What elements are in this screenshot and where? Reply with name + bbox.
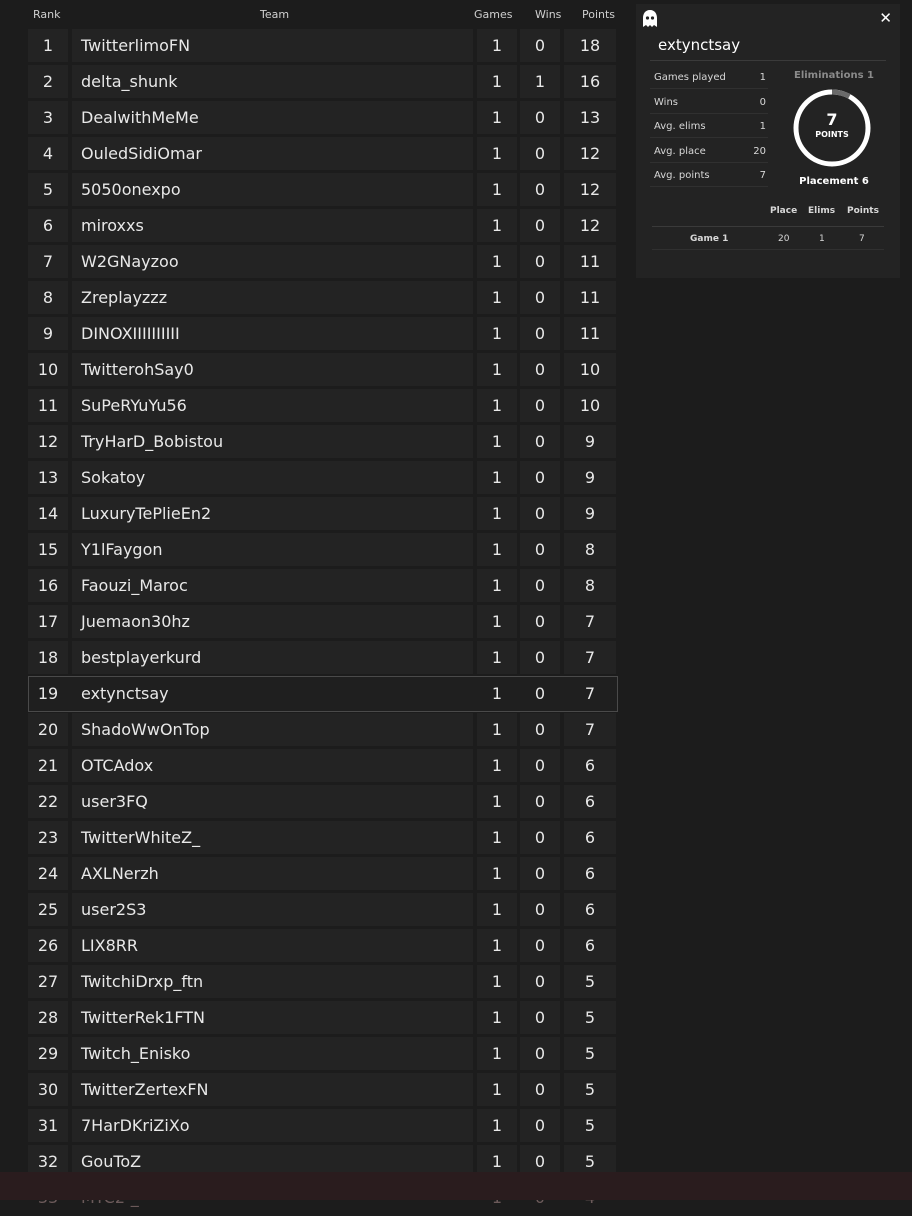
team-name: miroxxs <box>72 209 473 242</box>
ghost-logo-icon <box>640 9 660 29</box>
leaderboard-row[interactable] <box>28 316 618 352</box>
points-cell: 8 <box>564 569 616 602</box>
rank-cell: 23 <box>28 821 68 854</box>
rank-cell: 6 <box>28 209 68 242</box>
leaderboard-rows <box>28 28 618 1216</box>
placement-label: Placement 6 <box>799 176 869 187</box>
stat-label: Games played <box>654 72 726 83</box>
leaderboard-row[interactable] <box>28 1072 618 1108</box>
leaderboard-row[interactable] <box>28 784 618 820</box>
divider <box>650 113 768 114</box>
wins-cell: 0 <box>520 713 560 746</box>
leaderboard-row[interactable] <box>28 568 618 604</box>
rank-cell: 19 <box>37 684 59 703</box>
points-cell: 5 <box>564 965 616 998</box>
rank-cell: 4 <box>28 137 68 170</box>
wins-cell: 0 <box>520 137 560 170</box>
team-name: delta_shunk <box>72 65 473 98</box>
leaderboard-row[interactable] <box>28 28 618 64</box>
rank-cell: 8 <box>28 281 68 314</box>
points-cell: 7 <box>564 713 616 746</box>
team-name: TwitterZertexFN <box>72 1073 473 1106</box>
games-cell: 1 <box>477 1001 517 1034</box>
rank-header[interactable]: Rank <box>33 8 61 21</box>
points-cell: 6 <box>564 929 616 962</box>
leaderboard-row[interactable] <box>28 496 618 532</box>
wins-cell: 0 <box>520 173 560 206</box>
rank-cell: 27 <box>28 965 68 998</box>
game-elims: 1 <box>819 234 825 244</box>
rank-cell: 13 <box>28 461 68 494</box>
rank-cell: 2 <box>28 65 68 98</box>
stat-label: Wins <box>654 96 678 108</box>
points-cell: 8 <box>564 533 616 566</box>
stat-label: Avg. points <box>654 170 710 181</box>
points-cell: 11 <box>564 317 616 350</box>
leaderboard-row[interactable] <box>28 748 618 784</box>
team-name: TwitterRek1FTN <box>72 1001 473 1034</box>
games-cell: 1 <box>477 65 517 98</box>
wins-cell: 0 <box>520 281 560 314</box>
team-name: AXLNerzh <box>72 857 473 890</box>
divider <box>650 137 768 138</box>
wins-cell: 0 <box>520 389 560 422</box>
games-cell: 1 <box>477 1073 517 1106</box>
wins-cell: 0 <box>520 425 560 458</box>
games-cell: 1 <box>477 353 517 386</box>
bottom-overlay <box>0 1172 912 1200</box>
games-cell: 1 <box>477 749 517 782</box>
team-name: TwitterWhiteZ_ <box>72 821 473 854</box>
team-name: OuledSidiOmar <box>72 137 473 170</box>
leaderboard-row[interactable] <box>28 280 618 316</box>
games-cell: 1 <box>477 713 517 746</box>
wins-cell: 0 <box>520 1001 560 1034</box>
wins-cell: 0 <box>520 101 560 134</box>
points-cell: 5 <box>564 1109 616 1142</box>
leaderboard-row[interactable] <box>28 1000 618 1036</box>
wins-cell: 0 <box>520 317 560 350</box>
team-name: ShadoWwOnTop <box>72 713 473 746</box>
leaderboard-row[interactable] <box>28 352 618 388</box>
rank-cell: 7 <box>28 245 68 278</box>
rank-cell: 32 <box>28 1145 68 1178</box>
rank-cell: 5 <box>28 173 68 206</box>
games-cell: 1 <box>477 497 517 530</box>
games-cell: 1 <box>477 389 517 422</box>
leaderboard-row[interactable] <box>28 964 618 1000</box>
leaderboard-row[interactable] <box>28 640 618 676</box>
games-cell: 1 <box>477 1109 517 1142</box>
rank-cell: 20 <box>28 713 68 746</box>
divider <box>652 249 884 250</box>
rank-cell: 3 <box>28 101 68 134</box>
points-cell: 13 <box>564 101 616 134</box>
wins-cell: 0 <box>520 29 560 62</box>
games-cell: 1 <box>477 173 517 206</box>
place-header: Place <box>770 206 798 216</box>
game-place: 20 <box>778 234 790 244</box>
team-name: GouToZ <box>72 1145 473 1178</box>
games-cell: 1 <box>477 569 517 602</box>
points-cell: 12 <box>564 173 616 206</box>
team-name: SuPeRYuYu56 <box>72 389 473 422</box>
rank-cell: 1 <box>28 29 68 62</box>
stat-row <box>654 72 766 83</box>
points-label: POINTS <box>815 130 849 139</box>
wins-cell: 0 <box>520 785 560 818</box>
leaderboard-row[interactable] <box>28 208 618 244</box>
leaderboard-row[interactable] <box>28 100 618 136</box>
wins-cell: 1 <box>520 65 560 98</box>
player-name: extynctsay <box>658 36 741 54</box>
divider <box>650 60 886 61</box>
wins-cell: 0 <box>520 641 560 674</box>
games-cell: 1 <box>477 245 517 278</box>
leaderboard-row[interactable] <box>28 388 618 424</box>
leaderboard-row[interactable] <box>28 136 618 172</box>
game-points: 7 <box>859 234 865 244</box>
wins-cell: 0 <box>520 461 560 494</box>
points-cell: 11 <box>564 281 616 314</box>
rank-cell: 21 <box>28 749 68 782</box>
points-cell: 16 <box>564 65 616 98</box>
games-cell: 1 <box>477 29 517 62</box>
wins-cell: 0 <box>520 1073 560 1106</box>
leaderboard-row[interactable] <box>28 460 618 496</box>
games-cell: 1 <box>477 605 517 638</box>
team-name: bestplayerkurd <box>72 641 473 674</box>
team-name: Sokatoy <box>72 461 473 494</box>
points-cell: 6 <box>564 893 616 926</box>
points-cell: 7 <box>564 641 616 674</box>
points-cell: 9 <box>564 461 616 494</box>
leaderboard-row[interactable] <box>28 532 618 568</box>
points-cell: 12 <box>564 137 616 170</box>
leaderboard-row[interactable] <box>28 820 618 856</box>
rank-cell: 12 <box>28 425 68 458</box>
points-cell: 7 <box>564 605 616 638</box>
team-name: OTCAdox <box>72 749 473 782</box>
leaderboard-row[interactable] <box>28 424 618 460</box>
points-cell: 5 <box>564 1073 616 1106</box>
team-header[interactable]: Team <box>260 8 290 21</box>
games-cell: 1 <box>477 461 517 494</box>
rank-cell: 26 <box>28 929 68 962</box>
divider <box>652 226 884 227</box>
rank-cell: 14 <box>28 497 68 530</box>
rank-cell: 17 <box>28 605 68 638</box>
wins-cell: 0 <box>520 209 560 242</box>
team-name: Faouzi_Maroc <box>72 569 473 602</box>
games-cell: 1 <box>477 281 517 314</box>
elims-header: Elims <box>808 206 836 216</box>
games-cell: 1 <box>477 101 517 134</box>
team-name: Twitch_Enisko <box>72 1037 473 1070</box>
wins-header[interactable]: Wins <box>535 8 562 21</box>
points-cell: 6 <box>564 749 616 782</box>
wins-cell: 0 <box>520 1145 560 1178</box>
team-name: Juemaon30hz <box>72 605 473 638</box>
games-cell: 1 <box>477 965 517 998</box>
team-name: W2GNayzoo <box>72 245 473 278</box>
team-name: TwitterlimoFN <box>72 29 473 62</box>
eliminations-label: Eliminations 1 <box>794 70 874 81</box>
stat-row <box>654 121 766 132</box>
wins-cell: 0 <box>520 929 560 962</box>
points-cell: 10 <box>564 353 616 386</box>
team-name: extynctsay <box>81 684 169 703</box>
wins-cell: 0 <box>520 497 560 530</box>
rank-cell: 22 <box>28 785 68 818</box>
team-name: user2S3 <box>72 893 473 926</box>
rank-cell: 15 <box>28 533 68 566</box>
rank-cell: 31 <box>28 1109 68 1142</box>
points-col-header: Points <box>847 206 879 216</box>
stat-row <box>654 146 766 157</box>
wins-cell: 0 <box>520 857 560 890</box>
leaderboard-row[interactable] <box>28 676 618 712</box>
wins-cell: 0 <box>520 749 560 782</box>
team-name: TwitchiDrxp_ftn <box>72 965 473 998</box>
games-cell: 1 <box>477 929 517 962</box>
stat-row <box>654 170 766 181</box>
leaderboard <box>28 0 618 1216</box>
leaderboard-row[interactable] <box>28 604 618 640</box>
games-cell: 1 <box>477 1145 517 1178</box>
games-cell: 1 <box>477 209 517 242</box>
game-name: Game 1 <box>690 234 729 244</box>
games-cell: 1 <box>477 317 517 350</box>
player-panel <box>636 4 900 278</box>
team-name: 5050onexpo <box>72 173 473 206</box>
stat-value: 7 <box>759 170 766 181</box>
divider <box>650 186 768 187</box>
points-cell: 18 <box>564 29 616 62</box>
wins-cell: 0 <box>520 569 560 602</box>
games-header[interactable]: Games <box>474 8 513 21</box>
wins-cell: 0 <box>520 245 560 278</box>
stat-value: 1 <box>759 121 766 132</box>
points-cell: 10 <box>564 389 616 422</box>
leaderboard-row[interactable] <box>28 172 618 208</box>
games-cell: 1 <box>491 684 503 703</box>
stat-label: Avg. place <box>654 145 706 157</box>
points-cell: 9 <box>564 425 616 458</box>
team-name: user3FQ <box>72 785 473 818</box>
points-cell: 5 <box>564 1037 616 1070</box>
stat-row <box>654 97 766 108</box>
wins-cell: 0 <box>520 533 560 566</box>
rank-cell: 28 <box>28 1001 68 1034</box>
points-cell: 11 <box>564 245 616 278</box>
points-cell: 5 <box>564 1145 616 1178</box>
points-cell: 5 <box>564 1001 616 1034</box>
rank-cell: 10 <box>28 353 68 386</box>
games-cell: 1 <box>477 533 517 566</box>
team-name: DealwithMeMe <box>72 101 473 134</box>
points-value: 7 <box>826 110 838 129</box>
points-cell: 6 <box>564 821 616 854</box>
games-cell: 1 <box>477 857 517 890</box>
points-cell: 6 <box>564 785 616 818</box>
wins-cell: 0 <box>520 893 560 926</box>
games-cell: 1 <box>477 1037 517 1070</box>
leaderboard-row[interactable] <box>28 928 618 964</box>
games-cell: 1 <box>477 641 517 674</box>
points-header[interactable]: Points <box>582 8 616 21</box>
wins-cell: 0 <box>520 821 560 854</box>
stat-label: Avg. elims <box>654 121 706 132</box>
divider <box>650 162 768 163</box>
stat-value: 0 <box>759 96 766 108</box>
games-cell: 1 <box>477 785 517 818</box>
close-icon[interactable]: ✕ <box>879 9 892 27</box>
leaderboard-header <box>28 0 618 28</box>
team-name: TryHarD_Bobistou <box>72 425 473 458</box>
leaderboard-row[interactable] <box>28 712 618 748</box>
leaderboard-row[interactable] <box>28 856 618 892</box>
team-name: DINOXIIIIIIIIII <box>72 317 473 350</box>
rank-cell: 11 <box>28 389 68 422</box>
leaderboard-row[interactable] <box>28 892 618 928</box>
rank-cell: 18 <box>28 641 68 674</box>
leaderboard-row[interactable] <box>28 1036 618 1072</box>
rank-cell: 30 <box>28 1073 68 1106</box>
team-name: LuxuryTePlieEn2 <box>72 497 473 530</box>
rank-cell: 29 <box>28 1037 68 1070</box>
rank-cell: 24 <box>28 857 68 890</box>
leaderboard-row[interactable] <box>28 64 618 100</box>
rank-cell: 25 <box>28 893 68 926</box>
team-name: TwitterohSay0 <box>72 353 473 386</box>
divider <box>650 88 768 89</box>
points-cell: 6 <box>564 857 616 890</box>
stat-value: 20 <box>753 145 766 157</box>
points-cell: 9 <box>564 497 616 530</box>
rank-cell: 9 <box>28 317 68 350</box>
wins-cell: 0 <box>520 605 560 638</box>
wins-cell: 0 <box>520 1109 560 1142</box>
team-name: LIX8RR <box>72 929 473 962</box>
rank-cell: 16 <box>28 569 68 602</box>
leaderboard-row[interactable] <box>28 244 618 280</box>
wins-cell: 0 <box>534 684 546 703</box>
points-cell: 12 <box>564 209 616 242</box>
wins-cell: 0 <box>520 353 560 386</box>
team-name: 7HarDKriZiXo <box>72 1109 473 1142</box>
points-cell: 7 <box>584 684 596 703</box>
wins-cell: 0 <box>520 965 560 998</box>
team-name: Y1lFaygon <box>72 533 473 566</box>
team-name: Zreplayzzz <box>72 281 473 314</box>
games-cell: 1 <box>477 821 517 854</box>
games-cell: 1 <box>477 893 517 926</box>
games-cell: 1 <box>477 137 517 170</box>
leaderboard-row[interactable] <box>28 1108 618 1144</box>
games-cell: 1 <box>477 425 517 458</box>
stat-value: 1 <box>759 72 766 83</box>
wins-cell: 0 <box>520 1037 560 1070</box>
